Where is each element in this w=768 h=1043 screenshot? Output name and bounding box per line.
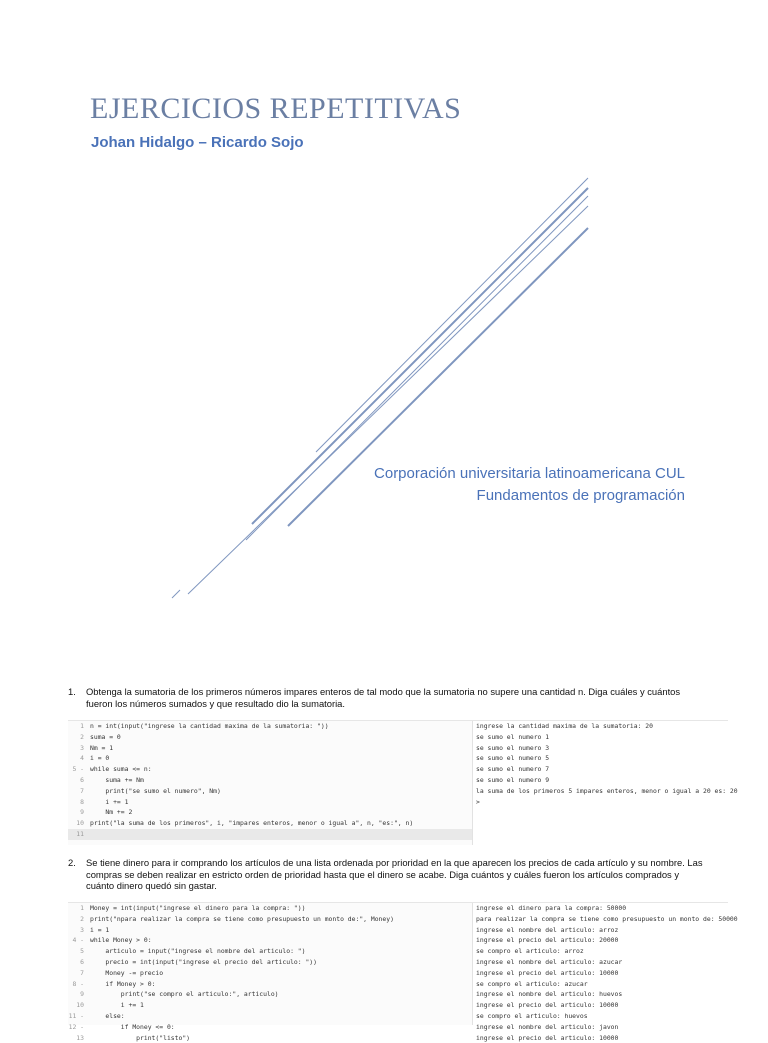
- code-text: Nm += 2: [90, 808, 133, 817]
- console-line: ingrese el dinero para la compra: 50000: [476, 904, 627, 912]
- console-line: se sumo el numero 5: [476, 754, 550, 763]
- code-text: i += 1: [90, 1001, 144, 1010]
- code-text: print("npara realizar la compra se tiene como presupuesto un monto de:", Money): [90, 914, 394, 923]
- institution-name: Corporación universitaria latinoamericana CUL: [374, 465, 685, 482]
- line-number: 2: [80, 914, 84, 923]
- code-line: [68, 807, 472, 818]
- institution-block: [374, 463, 685, 507]
- code-text: i += 1: [90, 797, 129, 806]
- code-line: [68, 914, 472, 925]
- code-line: [68, 946, 472, 957]
- code-text: while suma <= n:: [90, 765, 152, 774]
- code-text: Nm = 1: [90, 743, 114, 752]
- exercise-number: 2.: [68, 857, 76, 868]
- code-text: suma = 0: [90, 732, 121, 741]
- line-number: 5 -: [72, 765, 84, 774]
- console-line: ingrese la cantidad maxima de la sumatoria: 20: [476, 722, 653, 730]
- console-line: ingrese el nombre del articulo: huevos: [476, 990, 623, 999]
- diagonal-line: [316, 178, 588, 452]
- console-line: se sumo el numero 3: [476, 743, 550, 752]
- line-number: 10: [76, 819, 84, 828]
- code-text: else:: [90, 1011, 125, 1020]
- code-editor: [68, 903, 473, 1042]
- document-authors: Johan Hidalgo – Ricardo Sojo: [91, 134, 304, 151]
- code-text: if Money <= 0:: [90, 1022, 175, 1031]
- code-line: [68, 797, 472, 808]
- code-text: print("se compro el articulo:", articulo): [90, 990, 279, 999]
- line-number: 8 -: [72, 979, 84, 988]
- line-number: 6: [80, 775, 84, 784]
- console-line: se compro el articulo: huevos: [476, 1011, 588, 1020]
- line-number: 9: [80, 990, 84, 999]
- exercise-text: Se tiene dinero para ir comprando los artículos de una lista ordenada por prioridad en la que aparecen los precios de cada artículo y su nombre. Las compras se deben realizar en estricto orden de prioridad hasta que el dinero se acabe. Diga cuántos y cuáles fueron los artículos comprados y cuánto dinero quedó sin gastar.: [86, 857, 703, 891]
- course-name: Fundamentos de programación: [476, 487, 685, 504]
- console-line: ingrese el nombre del articulo: arroz: [476, 925, 619, 934]
- console-line: ingrese el precio del articulo: 10000: [476, 968, 619, 977]
- document-title: EJERCICIOS REPETITIVAS: [90, 92, 462, 125]
- code-line: [68, 989, 472, 1000]
- console-line: la suma de los primeros 5 impares enteros, menor o igual a 20 es: 20: [476, 786, 738, 795]
- code-text: print("la suma de los primeros", i, "impares enteros, menor o igual a", n, "es:", n): [90, 819, 414, 828]
- diagonal-line: [172, 590, 180, 598]
- code-text: i = 0: [90, 754, 110, 763]
- code-line: [68, 903, 472, 914]
- code-line: [68, 968, 472, 979]
- code-line: [68, 721, 472, 732]
- code-line: [68, 732, 472, 743]
- console-line: se compro el articulo: azucar: [476, 979, 588, 988]
- code-line: [68, 786, 472, 797]
- line-number: 1: [80, 904, 84, 912]
- exercise-2-statement: [68, 857, 708, 892]
- code-text: print("listo"): [90, 1033, 191, 1042]
- code-line: [68, 818, 472, 829]
- line-number: 10: [76, 1001, 84, 1010]
- console-line: ingrese el precio del articulo: 10000: [476, 1001, 619, 1010]
- code-text: while Money > 0:: [90, 936, 152, 945]
- console-line: se sumo el numero 1: [476, 732, 550, 741]
- code-text: articulo = input("ingrese el nombre del articulo: "): [90, 947, 306, 956]
- line-number: 4 -: [72, 936, 84, 945]
- line-number: 13: [76, 1033, 84, 1042]
- code-line: [68, 1022, 472, 1033]
- line-number: 9: [80, 808, 84, 817]
- line-number: 8: [80, 797, 84, 806]
- code-line: [68, 957, 472, 968]
- code-text: precio = int(input("ingrese el precio del articulo: ")): [90, 957, 318, 966]
- code-line: [68, 743, 472, 754]
- code-line: [68, 753, 472, 764]
- console-output: [474, 903, 738, 1042]
- line-number: 11: [76, 829, 84, 838]
- console-line: ingrese el precio del articulo: 10000: [476, 1033, 619, 1042]
- console-line: ingrese el nombre del articulo: javon: [476, 1022, 619, 1031]
- code-line: [68, 764, 472, 775]
- code-line: [68, 775, 472, 786]
- console-line: se compro el articulo: arroz: [476, 947, 584, 956]
- code-text: print("se sumo el numero", Nm): [90, 786, 221, 795]
- line-number: 5: [80, 947, 84, 956]
- line-number: 4: [80, 754, 84, 763]
- exercise-text: Obtenga la sumatoria de los primeros números impares enteros de tal modo que la sumatoria no supere una cantidad n. Diga cuáles y cuántos fueron los números sumados y que resultado dio la sumatoria.: [86, 686, 681, 709]
- exercise-number: 1.: [68, 686, 76, 697]
- console-line: >: [476, 797, 480, 806]
- code-line: [68, 1000, 472, 1011]
- code-text: if Money > 0:: [90, 979, 156, 988]
- console-line: ingrese el nombre del articulo: azucar: [476, 957, 623, 966]
- console-line: para realizar la compra se tiene como presupuesto un monto de: 50000: [476, 914, 738, 923]
- line-number: 12 -: [68, 1022, 84, 1031]
- exercise-2-code-screenshot: [68, 902, 738, 1042]
- exercise-1-code-screenshot: [68, 720, 738, 845]
- line-number: 11 -: [68, 1011, 84, 1020]
- code-line: [68, 935, 472, 946]
- console-line: se sumo el numero 9: [476, 775, 550, 784]
- code-text: n = int(input("ingrese la cantidad maxima de la sumatoria: ")): [90, 722, 329, 730]
- code-editor: [68, 721, 473, 845]
- console-line: ingrese el precio del articulo: 20000: [476, 936, 619, 945]
- code-text: Money -= precio: [90, 968, 164, 977]
- line-number: 1: [80, 722, 84, 730]
- code-text: suma += Nm: [90, 775, 144, 784]
- code-line: [68, 1033, 472, 1043]
- code-line: [68, 829, 472, 840]
- code-line: [68, 1011, 472, 1022]
- line-number: 2: [80, 732, 84, 741]
- code-line: [68, 925, 472, 936]
- code-text: i = 1: [90, 925, 110, 934]
- line-number: 7: [80, 968, 84, 977]
- exercise-1-statement: [68, 686, 708, 709]
- line-number: 3: [80, 743, 84, 752]
- line-number: 7: [80, 786, 84, 795]
- console-line: se sumo el numero 7: [476, 765, 550, 774]
- console-output: [474, 721, 738, 845]
- code-text: Money = int(input("ingrese el dinero para la compra: ")): [90, 904, 306, 912]
- line-number: 3: [80, 925, 84, 934]
- diagonal-line: [188, 206, 588, 594]
- line-number: 6: [80, 957, 84, 966]
- code-line: [68, 979, 472, 990]
